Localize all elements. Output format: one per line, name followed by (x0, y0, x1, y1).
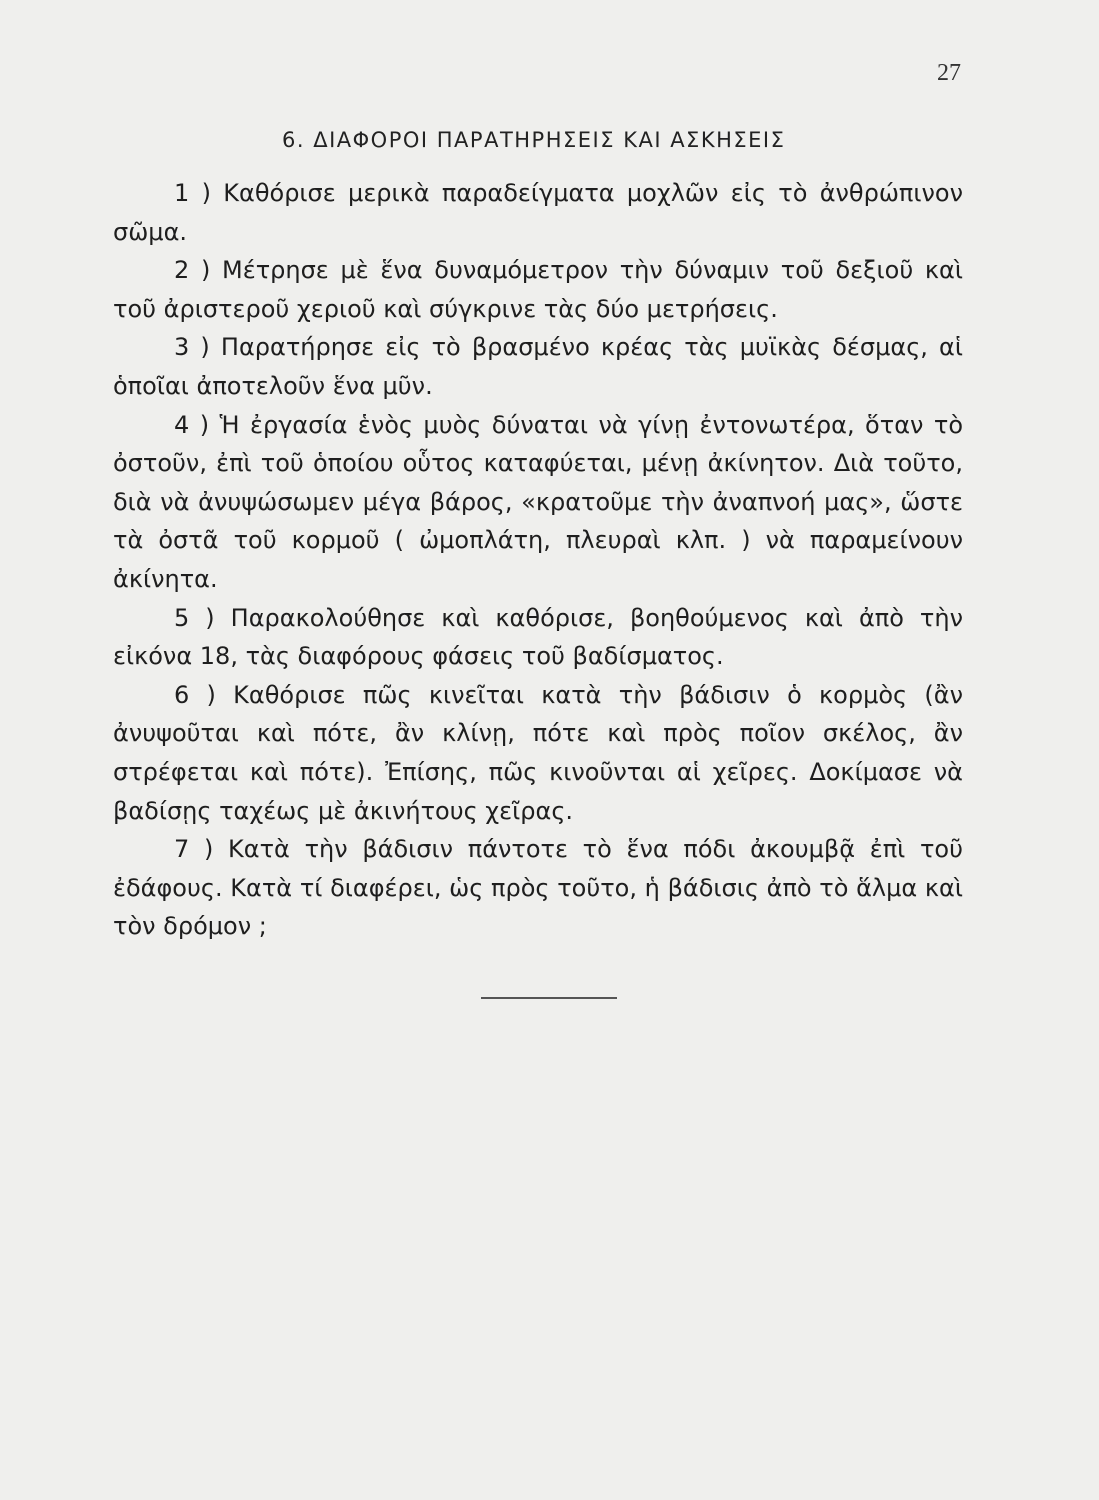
page-number: 27 (937, 60, 961, 86)
exercise-item-2: 2 ) Μέτρησε μὲ ἕνα δυναμόμετρον τὴν δύναμιν τοῦ δεξιοῦ καὶ τοῦ ἀριστεροῦ χεριοῦ καὶ σύγκρινε τὰς δύο μετρήσεις. (113, 256, 963, 323)
exercise-item-4: 4 ) Ἡ ἐργασία ἑνὸς μυὸς δύναται νὰ γίνῃ ἐντονωτέρα, ὅταν τὸ ὀστοῦν, ἐπὶ τοῦ ὁποίου οὗτος καταφύεται, μένῃ ἀκίνητον. Διὰ τοῦτο, διὰ νὰ ἀνυψώσωμεν μέγα βάρος, «κρατοῦμε τὴν ἀναπνοή μας», ὥστε τὰ ὀστᾶ τοῦ κορμοῦ ( ὠμοπλάτη, πλευραὶ κλπ. ) νὰ παραμείνουν ἀκίνητα. (113, 410, 963, 593)
exercise-item-1: 1 ) Καθόρισε μερικὰ παραδείγματα μοχλῶν εἰς τὸ ἀνθρώπινον σῶμα. (113, 179, 963, 246)
exercise-item-3: 3 ) Παρατήρησε εἰς τὸ βρασμένο κρέας τὰς μυϊκὰς δέσμας, αἱ ὁποῖαι ἀποτελοῦν ἕνα μῦν. (113, 333, 963, 400)
exercise-item-7: 7 ) Κατὰ τὴν βάδισιν πάντοτε τὸ ἕνα πόδι ἀκουμβᾷ ἐπὶ τοῦ ἐδάφους. Κατὰ τί διαφέρει, ὡς πρὸς τοῦτο, ἡ βάδισις ἀπὸ τὸ ἅλμα καὶ τὸν δρόμον ; (113, 835, 963, 941)
section-title: 6. ΔΙΑΦΟΡΟΙ ΠΑΡΑΤΗΡΗΣΕΙΣ ΚΑΙ ΑΣΚΗΣΕΙΣ (282, 128, 786, 152)
section-end-rule (481, 997, 617, 999)
exercise-item-6: 6 ) Καθόρισε πῶς κινεῖται κατὰ τὴν βάδισιν ὁ κορμὸς (ἂν ἀνυψοῦται καὶ πότε, ἂν κλίνῃ, πότε καὶ πρὸς ποῖον σκέλος, ἂν στρέφεται καὶ πότε). Ἐπίσης, πῶς κινοῦνται αἱ χεῖρες. Δοκίμασε νὰ βαδίσῃς ταχέως μὲ ἀκινήτους χεῖρας. (113, 680, 963, 825)
exercise-list (113, 174, 963, 946)
exercise-item-5: 5 ) Παρακολούθησε καὶ καθόρισε, βοηθούμενος καὶ ἀπὸ τὴν εἰκόνα 18, τὰς διαφόρους φάσεις τοῦ βαδίσματος. (113, 603, 963, 671)
